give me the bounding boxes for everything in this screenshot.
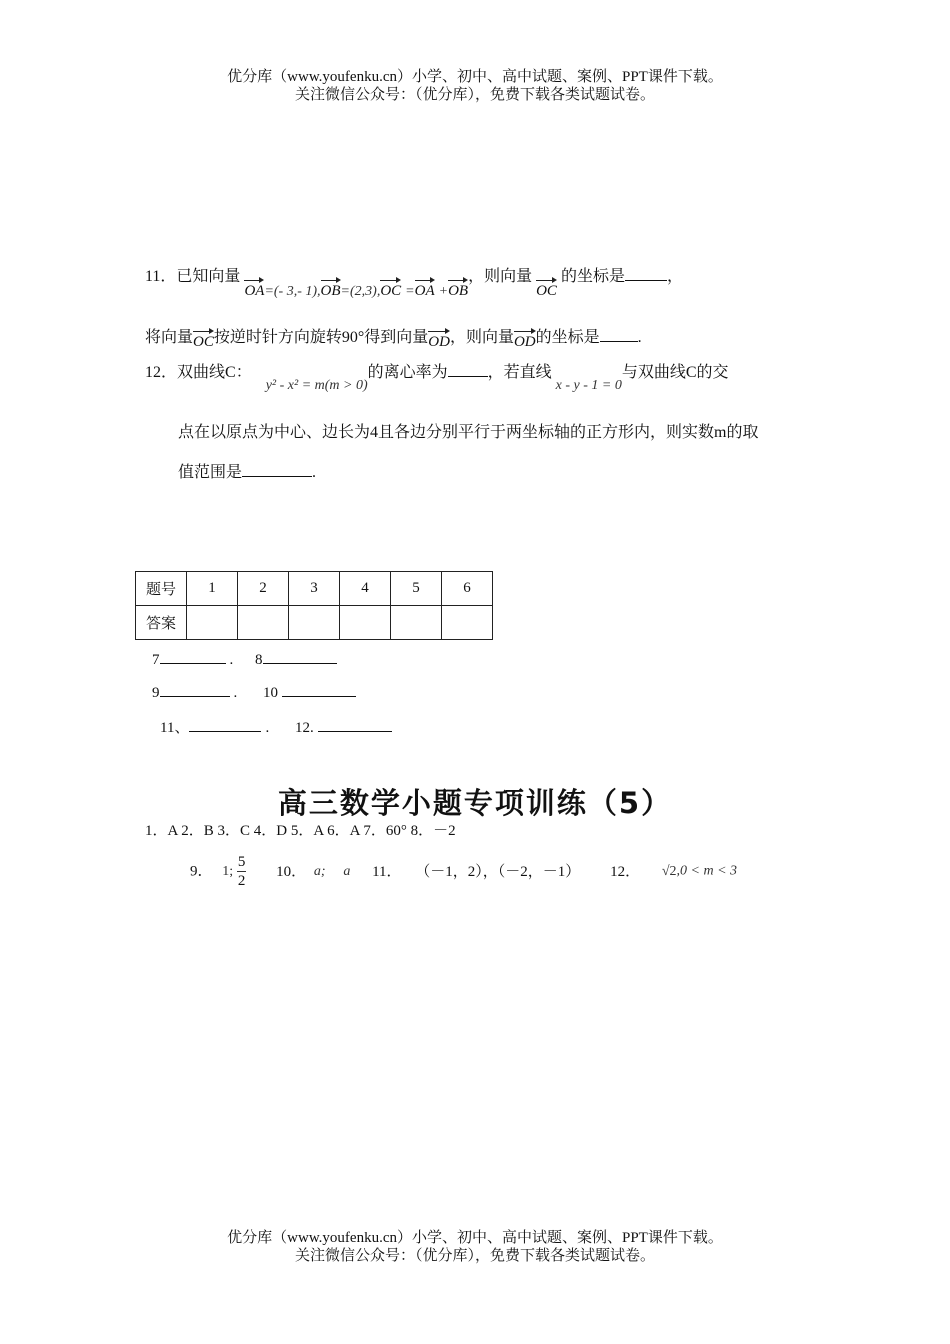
- answer-blank[interactable]: [318, 716, 392, 732]
- answer-10-b: a: [343, 863, 351, 879]
- answer-blank[interactable]: [282, 681, 356, 697]
- fill-label: 8: [255, 652, 263, 668]
- footer-line-1: 优分库（www.youfenku.cn）小学、初中、高中试题、案例、PPT课件下载。: [227, 1230, 723, 1246]
- table-row-answers: [136, 606, 493, 640]
- table-cell-number: 5: [391, 572, 442, 606]
- vector-od: OD: [513, 334, 536, 350]
- header-line-1: 优分库（www.youfenku.cn）小学、初中、高中试题、案例、PPT课件下载。: [227, 69, 723, 85]
- answer-blank[interactable]: [625, 265, 667, 281]
- fill-label: 9: [152, 685, 160, 701]
- math-text: =: [405, 284, 415, 299]
- vector-oc: OC: [380, 283, 402, 299]
- answer-10-a: a;: [313, 863, 326, 879]
- question-number: 12．: [145, 364, 178, 381]
- question-text: 的坐标是: [535, 329, 600, 346]
- question-text: 按逆时针方向旋转90°得到向量: [213, 329, 429, 346]
- question-11-line-1: [145, 265, 683, 299]
- table-cell-answer[interactable]: [187, 606, 238, 640]
- fill-line-11-12: [160, 716, 392, 738]
- answer-blank[interactable]: [600, 326, 638, 342]
- fill-label: .: [229, 652, 234, 668]
- question-12-line-2: 点在以原点为中心、边长为4且各边分别平行于两坐标轴的正方形内，则实数m的取: [178, 424, 759, 441]
- footer-line-2: 关注微信公众号：（优分库），免费下载各类试题试卷。: [294, 1248, 655, 1264]
- vector-od: OD: [428, 334, 450, 350]
- fraction-denominator: 2: [237, 873, 246, 889]
- table-cell-answer[interactable]: [289, 606, 340, 640]
- fill-label: .: [233, 685, 238, 701]
- answers-line-1: 1．A 2．B 3．C 4．D 5．A 6．A 7．60° 8．－2: [145, 823, 456, 839]
- answers-line-2: [190, 853, 737, 899]
- table-cell-answer[interactable]: [442, 606, 493, 640]
- table-cell-answer[interactable]: [340, 606, 391, 640]
- question-text: 的离心率为: [367, 364, 448, 381]
- fill-label: 10: [263, 685, 278, 701]
- table-cell-answer[interactable]: [238, 606, 289, 640]
- vector-expression: [244, 281, 468, 302]
- table-cell-number: 3: [289, 572, 340, 606]
- fraction-numerator: 5: [237, 854, 246, 870]
- vector-oc: OC: [536, 283, 557, 299]
- fill-label: 12.: [294, 720, 314, 736]
- answer-blank[interactable]: [189, 716, 261, 732]
- math-text: =(- 3,- 1),: [264, 284, 321, 299]
- table-row-numbers: [136, 572, 493, 606]
- question-text: 已知向量: [176, 268, 241, 285]
- table-cell-number: 4: [340, 572, 391, 606]
- answer-blank[interactable]: [160, 648, 226, 664]
- question-text: 双曲线C：: [177, 364, 252, 381]
- line-equation: x - y - 1 = 0: [555, 378, 622, 393]
- answer-blank[interactable]: [242, 461, 312, 477]
- answer-12-range: ,0 < m < 3: [676, 863, 738, 879]
- question-text: 值范围是: [178, 464, 243, 481]
- answer-9-fraction: [237, 853, 247, 890]
- header-line-2: 关注微信公众号：（优分库），免费下载各类试题试卷。: [294, 87, 655, 103]
- answer-12-sqrt: √2: [661, 863, 677, 879]
- question-text: .: [637, 329, 642, 346]
- question-text: 的坐标是: [560, 268, 625, 285]
- question-text: ，则向量: [449, 329, 514, 346]
- answer-number: 10．: [276, 863, 307, 880]
- fill-line-7-8: [152, 648, 337, 670]
- question-number: 11．: [145, 268, 177, 285]
- question-text: ，则向量: [468, 268, 533, 285]
- vector-oc: OC: [193, 334, 214, 350]
- question-12-line-3: [178, 461, 316, 483]
- answer-9-pre: 1;: [222, 863, 234, 879]
- fill-label: 11、: [160, 720, 190, 736]
- question-text: 将向量: [145, 329, 194, 346]
- vector-ob: OB: [448, 283, 469, 299]
- answer-blank[interactable]: [160, 681, 230, 697]
- fill-label: 7: [152, 652, 160, 668]
- answer-number: 12．: [610, 863, 641, 880]
- table-cell-number: 2: [238, 572, 289, 606]
- table-cell-label: 题号: [136, 572, 187, 606]
- answer-blank[interactable]: [448, 361, 488, 377]
- question-text: ，若直线: [487, 364, 552, 381]
- fill-line-9-10: [152, 681, 356, 703]
- question-11-line-2: [145, 326, 642, 348]
- answer-number: 9．: [190, 863, 213, 880]
- math-text: +: [438, 284, 449, 299]
- vector-oa: OA: [244, 283, 265, 299]
- question-text: 与双曲线C的交: [621, 364, 729, 381]
- answer-table: [135, 571, 493, 640]
- table-cell-number: 6: [442, 572, 493, 606]
- answer-number: 11．: [372, 863, 402, 880]
- answer-11: （－1，2），（－2，－1）: [415, 863, 581, 880]
- hyperbola-equation: y² - x² = m(m > 0): [265, 378, 368, 393]
- table-cell-number: 1: [187, 572, 238, 606]
- math-text: =(2,3),: [340, 284, 381, 299]
- question-text: ，: [666, 268, 683, 285]
- fill-label: .: [265, 720, 270, 736]
- table-cell-label: 答案: [136, 606, 187, 640]
- question-12-line-1: [145, 361, 729, 393]
- question-text: .: [312, 464, 317, 481]
- page-title: 高三数学小题专项训练（5）: [277, 786, 673, 820]
- vector-oa: OA: [414, 283, 435, 299]
- vector-ob: OB: [320, 283, 341, 299]
- answer-blank[interactable]: [263, 648, 337, 664]
- table-cell-answer[interactable]: [391, 606, 442, 640]
